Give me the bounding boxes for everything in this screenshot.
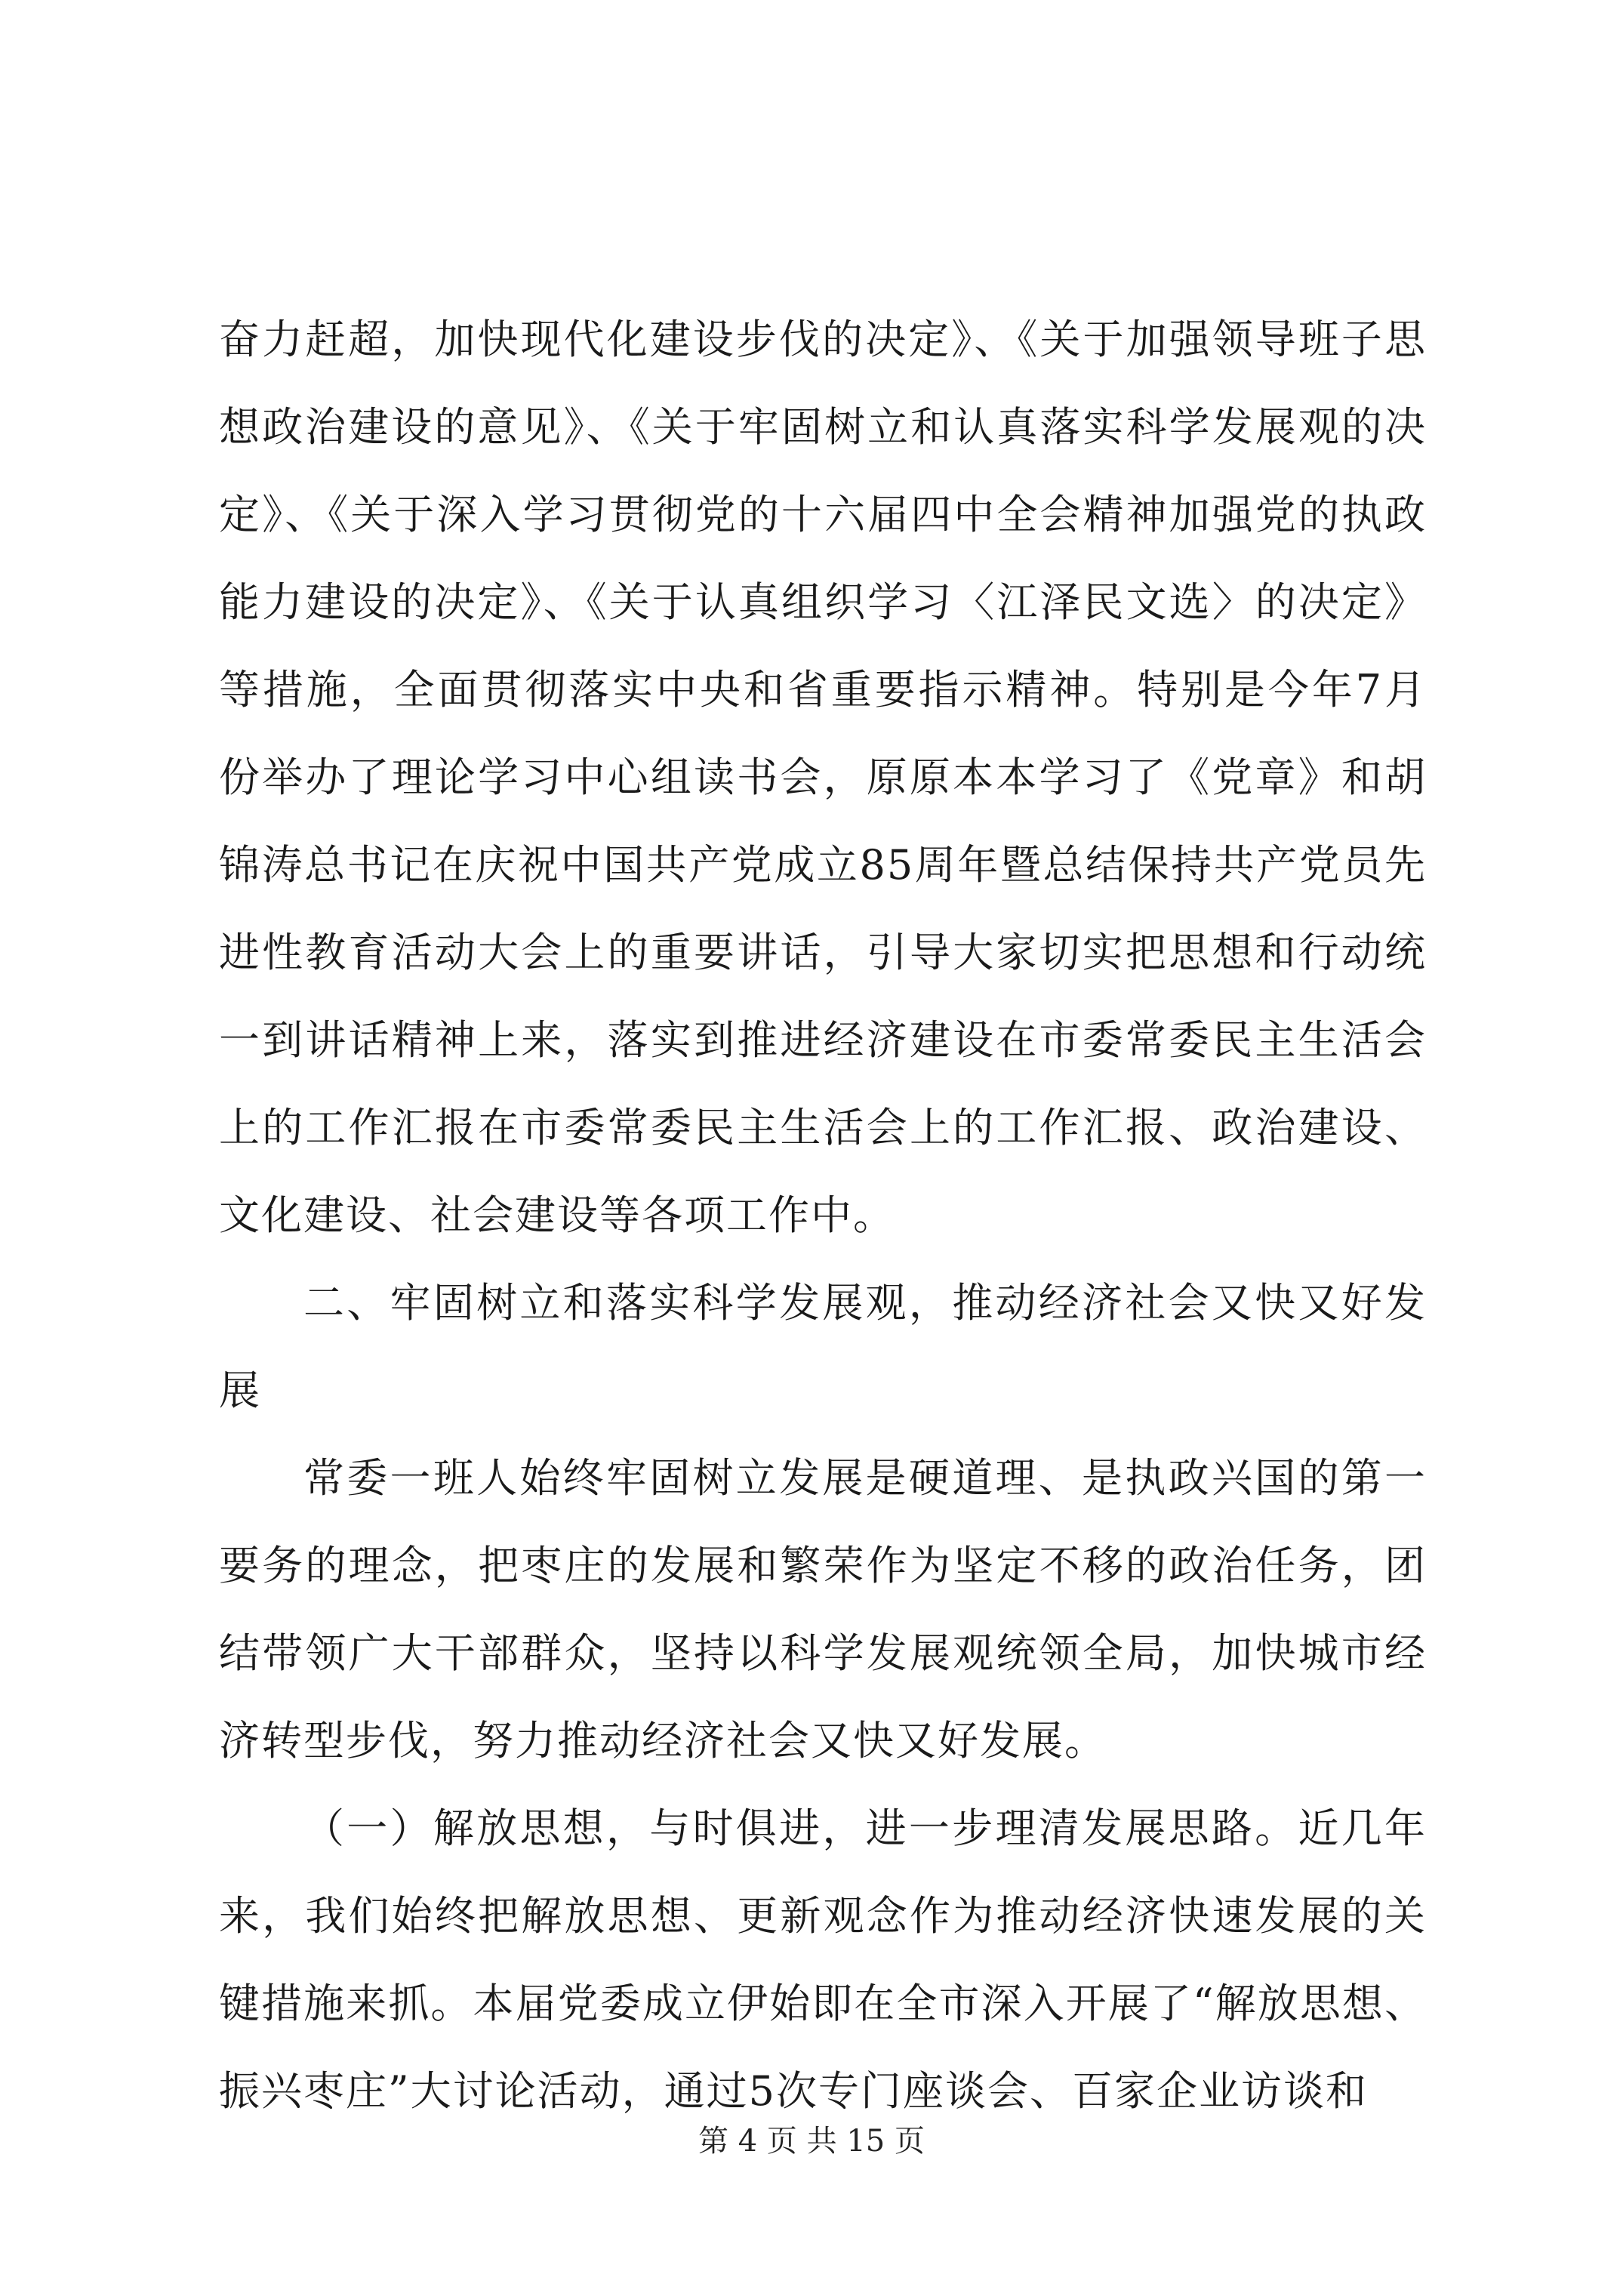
page-footer <box>0 2120 1623 2162</box>
paragraph: （一）解放思想，与时俱进，进一步理清发展思路。近几年来，我们始终把解放思想、更新观念作为推动经济快速发展的关键措施来抓。本届党委成立伊始即在全市深入开展了“解放思想、振兴枣庄”大讨论活动，通过5次专门座谈会、百家企业访谈和 <box>219 1804 1427 2115</box>
paragraph: 常委一班人始终牢固树立发展是硬道理、是执政兴国的第一要务的理念，把枣庄的发展和繁荣作为坚定不移的政治任务，团结带领广大干部群众，坚持以科学发展观统领全局，加快城市经济转型步伐，努力推动经济社会又快又好发展。 <box>219 1454 1427 1764</box>
body-text <box>219 296 1427 2135</box>
section-heading: 二、牢固树立和落实科学发展观，推动经济社会又快又好发展 <box>219 1279 1427 1414</box>
paragraph-continuation: 奋力赶超，加快现代化建设步伐的决定》、《关于加强领导班子思想政治建设的意见》、《关于牢固树立和认真落实科学发展观的决定》、《关于深入学习贯彻党的十六届四中全会精神加强党的执政能力建设的决定》、《关于认真组织学习〈江泽民文选〉的决定》等措施，全面贯彻落实中央和省重要指示精神。特别是今年7月份举办了理论学习中心组读书会，原原本本学习了《党章》和胡锦涛总书记在庆祝中国共产党成立85周年暨总结保持共产党员先进性教育活动大会上的重要讲话，引导大家切实把思想和行动统一到讲话精神上来，落实到推进经济建设在市委常委民主生活会上的工作汇报在市委常委民主生活会上的工作汇报、政治建设、文化建设、社会建设等各项工作中。 <box>219 316 1427 1239</box>
page-number-label: 第 4 页 共 15 页 <box>698 2124 925 2159</box>
